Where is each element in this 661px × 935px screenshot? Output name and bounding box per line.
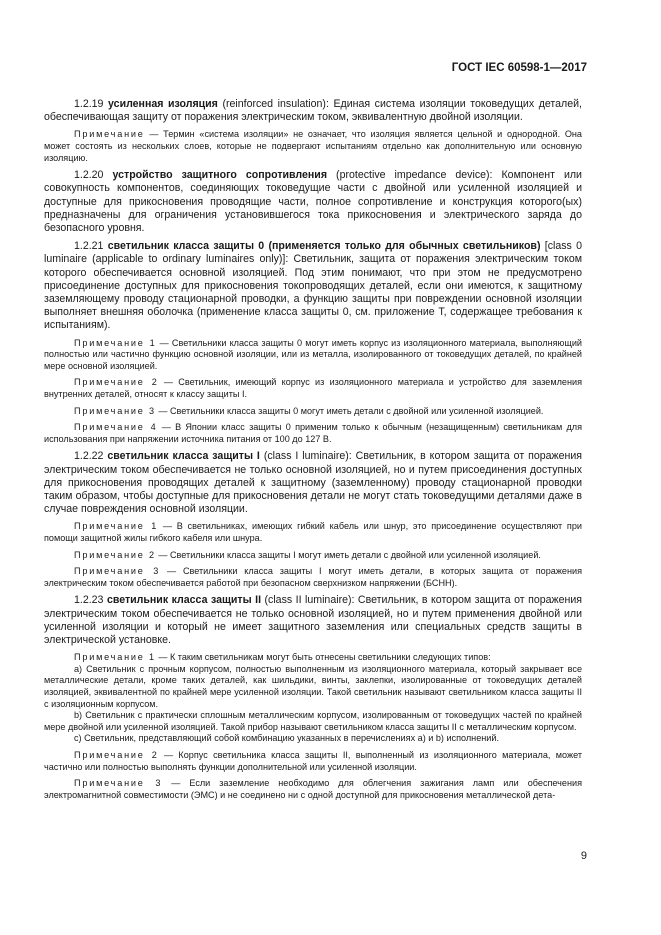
note-list-item-b: b) Светильник с практически сплошным металлическим корпусом, изолированным от токоведущих частей по крайней мере двойной или усиленной изоляцией. Такой прибор называют светильником класса защиты II с металлическим корпусом.	[44, 710, 582, 732]
clause-term: светильник класса защиты I	[107, 450, 260, 463]
note-list-item-c: c) Светильник, представляющий собой комбинацию указанных в перечислениях a) и b) исполнений.	[74, 733, 499, 744]
note-label: Примечание 2	[74, 549, 156, 560]
clause-1-2-22-note-1	[44, 521, 582, 544]
note-text: — Корпус светильника класса защиты II, выполненный из изоляционного материала, может частично или полностью выполнять функции дополнительной или усиленной изоляции.	[44, 749, 582, 772]
note-text: — Если заземление необходимо для облегчения зажигания ламп или обеспечения электромагнитной совместимости (ЭМС) и не соединено ни с одной доступной для прикосновения металлической дета-	[44, 778, 582, 800]
note-label: Примечание 3	[74, 778, 163, 789]
clause-number: 1.2.20	[74, 169, 104, 182]
note-label: Примечание	[74, 129, 145, 140]
note-text: — В Японии класс защиты 0 применим только к обычным (незащищенным) светильникам для использования при напряжении источника питания от 100 до 127 В.	[44, 422, 582, 444]
note-label: Примечание 1	[74, 652, 156, 663]
clause-term: светильник класса защиты 0 (применяется только для обычных светильников)	[107, 240, 541, 253]
note-label: Примечание 2	[74, 377, 159, 388]
clause-text: [class 0 luminaire (applicable to ordinary luminaires only)]: Светильник, защита от поражения электрическим током которого обеспечивается основной изоляцией. Под этим понимают, что при этом не предусмотрено присоединение доступных для прикосновения токопроводящих деталей, если они имеются, к защитному заземляющему проводу стационарной проводки, а функцию защиты при повреждении основной изоляции выполняет внешняя оболочка (применение класса защиты 0, см. приложение Т, содержащее требования к испытаниям).	[44, 240, 583, 332]
clause-term: светильник класса защиты II	[106, 594, 262, 607]
clause-term: устройство защитного сопротивления	[112, 169, 328, 182]
clause-1-2-23-note-2	[44, 750, 582, 773]
note-text: — Светильники класса защиты I могут иметь детали с двойной или усиленной изоляцией.	[158, 549, 541, 560]
note-label: Примечание 3	[74, 405, 156, 416]
note-text: — Светильники класса защиты I могут иметь детали, в которых защита от поражения электрическим током обеспечивается работой при безопасном сверхнизком напряжении (БСНН).	[44, 566, 583, 588]
page-content	[44, 98, 582, 806]
clause-1-2-21-note-2	[44, 377, 582, 400]
clause-1-2-21-note-1	[44, 338, 582, 373]
clause-1-2-22-note-3	[44, 566, 582, 589]
note-text: — Термин «система изоляции» не означает, что изоляция является цельной и однородной. Она может состоять из нескольких слоев, которые не подвергают испытаниям отдельно как дополнительную или основную изоляцию.	[44, 129, 582, 163]
clause-1-2-21	[44, 240, 582, 332]
note-label: Примечание 1	[74, 337, 157, 348]
clause-1-2-22-note-2	[44, 550, 582, 562]
clause-1-2-19	[44, 98, 582, 124]
clause-text: (class I luminaire): Светильник, в котором защита от поражения электрическим током обеспечивается не только основной изоляцией, но и путем присоединения доступных для прикосновения проводящих деталей к защитному (заземленному) проводу стационарной проводки таким образом, чтобы доступные для прикосновения детали не могут стать токоведущими деталями даже в случае повреждения основной изоляции.	[44, 450, 582, 516]
note-text: — Светильники класса защиты 0 могут иметь детали с двойной или усиленной изоляцией.	[158, 405, 544, 416]
note-text: — Светильники класса защиты 0 могут иметь корпус из изоляционного материала, выполняющий полностью или частично функцию основной изоляции, или из металла, изолированного от токоведущих деталей, по крайней мере основной изоляцией.	[44, 337, 582, 371]
note-label: Примечание 2	[74, 749, 159, 760]
clause-1-2-21-note-3	[44, 406, 582, 418]
clause-1-2-20	[44, 169, 582, 235]
clause-1-2-23	[44, 594, 582, 647]
clause-number: 1.2.19	[74, 98, 104, 110]
clause-1-2-23-note-1	[44, 652, 582, 664]
clause-term: усиленная изоляция	[108, 98, 218, 110]
clause-1-2-23-note-3	[44, 778, 582, 801]
note-text: — В светильниках, имеющих гибкий кабель или шнур, это присоединение осуществляют при помощи защитной жилы гибкого кабеля или шнура.	[44, 521, 582, 543]
note-label: Примечание 1	[74, 521, 159, 532]
clause-number: 1.2.21	[74, 240, 104, 253]
page-number: 9	[580, 850, 587, 862]
clause-1-2-19-note	[44, 129, 582, 164]
note-text: — Светильник, имеющий корпус из изоляционного материала и устройство для заземления внутренних деталей, относят к классу защиты I.	[44, 377, 583, 399]
clause-number: 1.2.22	[74, 450, 104, 463]
clause-number: 1.2.23	[74, 594, 104, 607]
note-label: Примечание 3	[74, 566, 161, 577]
clause-text: (protective impedance device): Компонент или совокупность компонентов, соединяющих токоведущие части с двойной или усиленной изоляцией и доступные для прикосновения проводящие части, полное сопротивление и конструкция которого(ых) предназначены для ограничения установившегося тока прикосновения и электрического заряда до безопасного уровня.	[44, 169, 582, 234]
clause-1-2-21-note-4	[44, 422, 582, 445]
note-text: — К таким светильникам могут быть отнесены светильники следующих типов:	[158, 652, 491, 663]
note-list-item-a: a) Светильник с прочным корпусом, полностью выполненным из изоляционного материала, который закрывает все металлические детали, кроме таких деталей, как шильдики, винты, заклепки, изолированные от токоведущих деталей изоляцией, эквивалентной по крайней мере усиленной изоляции. Такой светильник называют светильником класса защиты II с изоляционным корпусом.	[44, 663, 582, 709]
standard-header: ГОСТ IEC 60598-1—2017	[451, 62, 587, 74]
clause-text: (class II luminaire): Светильник, в котором защита от поражения электрическим током обеспечивается не только основной изоляцией, но и путем применения двойной или усиленной изоляции и который не имеет защитного заземления или специальных средств защиты в электрической установке.	[44, 594, 582, 646]
note-label: Примечание 4	[74, 422, 158, 433]
clause-1-2-22	[44, 450, 582, 516]
clause-text: (reinforced insulation): Единая система изоляции токоведущих деталей, обеспечивающая защиту от поражения электрическим током, эквивалентную двойной изоляции.	[44, 98, 582, 124]
